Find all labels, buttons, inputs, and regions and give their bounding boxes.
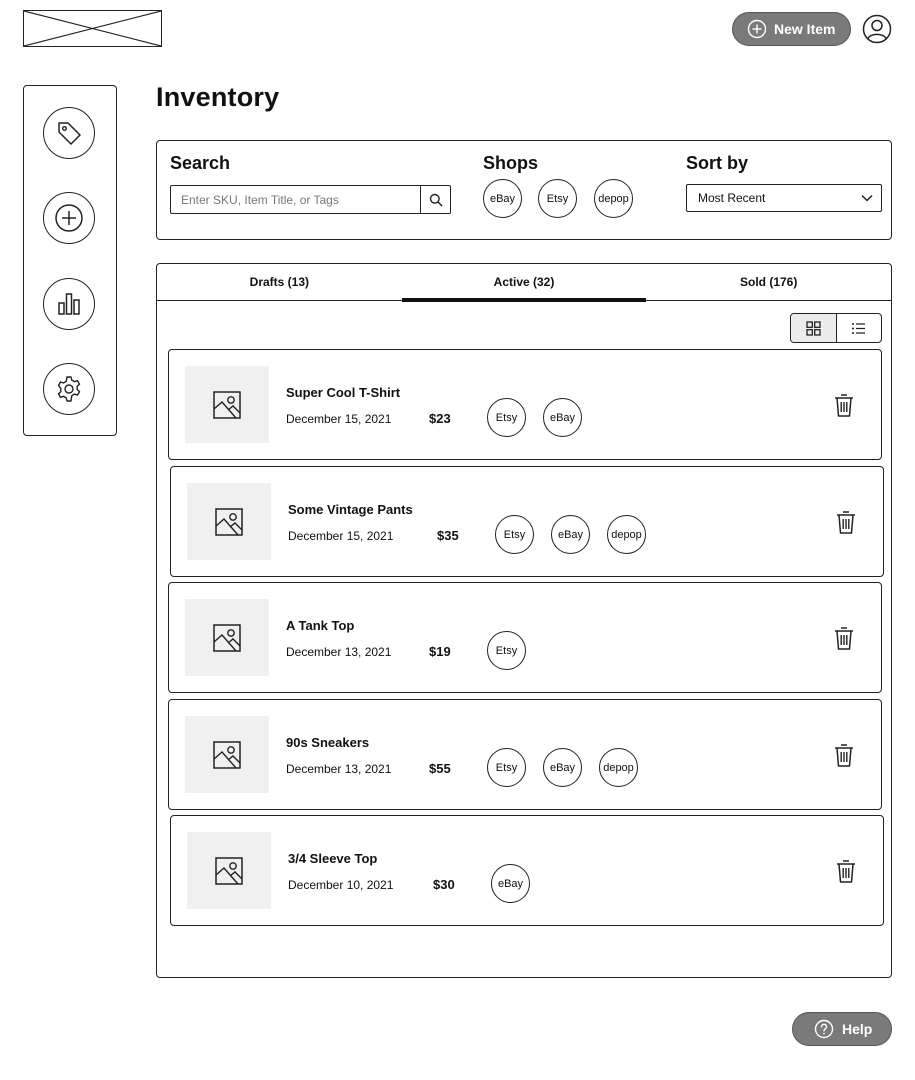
item-date: December 10, 2021 bbox=[288, 878, 394, 892]
gear-icon bbox=[54, 374, 84, 404]
tab-active[interactable]: Active (32) bbox=[402, 264, 647, 300]
shop-filter-ebay[interactable]: eBay bbox=[483, 179, 522, 218]
help-icon bbox=[814, 1019, 834, 1039]
trash-icon[interactable] bbox=[835, 858, 857, 884]
shop-badge: Etsy bbox=[487, 398, 526, 437]
shop-badge: Etsy bbox=[487, 631, 526, 670]
image-placeholder-icon bbox=[214, 507, 244, 537]
trash-icon[interactable] bbox=[833, 625, 855, 651]
user-icon[interactable] bbox=[862, 14, 892, 44]
item-title[interactable]: Some Vintage Pants bbox=[288, 502, 413, 517]
image-placeholder-icon bbox=[214, 856, 244, 886]
image-placeholder-icon bbox=[212, 623, 242, 653]
help-button[interactable] bbox=[792, 1012, 892, 1046]
item-thumbnail[interactable] bbox=[187, 483, 271, 560]
tab-bar bbox=[157, 264, 891, 301]
sort-label: Sort by bbox=[686, 153, 749, 173]
sidebar-item-tags[interactable] bbox=[43, 107, 95, 159]
shop-badge: depop bbox=[599, 748, 638, 787]
item-price: $35 bbox=[437, 528, 459, 543]
shop-filter-etsy[interactable]: Etsy bbox=[538, 179, 577, 218]
item-row[interactable] bbox=[170, 815, 884, 926]
item-thumbnail[interactable] bbox=[187, 832, 271, 909]
shop-badge: Etsy bbox=[495, 515, 534, 554]
item-shop-list bbox=[487, 631, 526, 670]
item-price: $30 bbox=[433, 877, 455, 892]
trash-icon[interactable] bbox=[835, 509, 857, 535]
item-title[interactable]: 3/4 Sleeve Top bbox=[288, 851, 378, 866]
item-price: $55 bbox=[429, 761, 451, 776]
search-label: Search bbox=[170, 153, 231, 173]
trash-icon[interactable] bbox=[833, 742, 855, 768]
item-title[interactable]: 90s Sneakers bbox=[286, 735, 370, 750]
grid-icon bbox=[806, 321, 821, 336]
item-title[interactable]: A Tank Top bbox=[286, 618, 355, 633]
search-input[interactable] bbox=[171, 186, 420, 213]
sidebar-item-settings[interactable] bbox=[43, 363, 95, 415]
item-row[interactable] bbox=[170, 466, 884, 577]
filter-panel bbox=[156, 140, 892, 240]
item-row[interactable] bbox=[168, 699, 882, 810]
search-icon bbox=[429, 193, 443, 207]
new-item-label: New Item bbox=[774, 21, 836, 37]
new-item-button[interactable] bbox=[732, 12, 851, 46]
inventory-panel bbox=[156, 263, 892, 978]
bar-chart-icon bbox=[54, 289, 84, 319]
view-toggle bbox=[790, 313, 882, 343]
logo-placeholder-icon bbox=[24, 11, 161, 46]
page-title: Inventory bbox=[156, 82, 280, 112]
sort-value: Most Recent bbox=[698, 191, 766, 205]
tab-sold[interactable]: Sold (176) bbox=[740, 275, 798, 289]
item-thumbnail[interactable] bbox=[185, 599, 269, 676]
grid-view-button[interactable] bbox=[791, 314, 837, 342]
shop-badge: Etsy bbox=[487, 748, 526, 787]
shop-badge: eBay bbox=[551, 515, 590, 554]
tag-icon bbox=[54, 118, 84, 148]
tab-drafts[interactable]: Drafts (13) bbox=[249, 275, 310, 289]
plus-circle-icon bbox=[747, 19, 767, 39]
shop-badge: eBay bbox=[543, 748, 582, 787]
image-placeholder-icon bbox=[212, 390, 242, 420]
item-date: December 15, 2021 bbox=[288, 529, 394, 543]
list-view-button[interactable] bbox=[837, 314, 882, 342]
item-title[interactable]: Super Cool T-Shirt bbox=[286, 385, 401, 400]
shop-badge: eBay bbox=[543, 398, 582, 437]
item-date: December 13, 2021 bbox=[286, 762, 392, 776]
item-date: December 15, 2021 bbox=[286, 412, 392, 426]
chevron-down-icon bbox=[861, 194, 873, 202]
sidebar-item-add[interactable] bbox=[43, 192, 95, 244]
logo-placeholder[interactable] bbox=[23, 10, 162, 47]
help-label: Help bbox=[842, 1021, 873, 1037]
shop-badge: eBay bbox=[491, 864, 530, 903]
shop-filter-depop[interactable]: depop bbox=[594, 179, 633, 218]
search-box bbox=[170, 185, 451, 214]
shop-badge: depop bbox=[607, 515, 646, 554]
item-shop-list bbox=[487, 398, 582, 437]
sidebar-item-analytics[interactable] bbox=[43, 278, 95, 330]
trash-icon[interactable] bbox=[833, 392, 855, 418]
sort-select[interactable] bbox=[686, 184, 882, 212]
sidebar bbox=[23, 85, 117, 436]
item-date: December 13, 2021 bbox=[286, 645, 392, 659]
item-shop-list bbox=[487, 748, 638, 787]
list-icon bbox=[851, 321, 866, 336]
item-shop-list bbox=[491, 864, 530, 903]
shops-label: Shops bbox=[483, 153, 539, 173]
image-placeholder-icon bbox=[212, 740, 242, 770]
item-price: $19 bbox=[429, 644, 451, 659]
search-button[interactable] bbox=[420, 186, 450, 213]
item-price: $23 bbox=[429, 411, 451, 426]
item-row[interactable] bbox=[168, 582, 882, 693]
item-row[interactable] bbox=[168, 349, 882, 460]
item-thumbnail[interactable] bbox=[185, 366, 269, 443]
item-shop-list bbox=[495, 515, 646, 554]
item-thumbnail[interactable] bbox=[185, 716, 269, 793]
plus-circle-icon bbox=[54, 203, 84, 233]
